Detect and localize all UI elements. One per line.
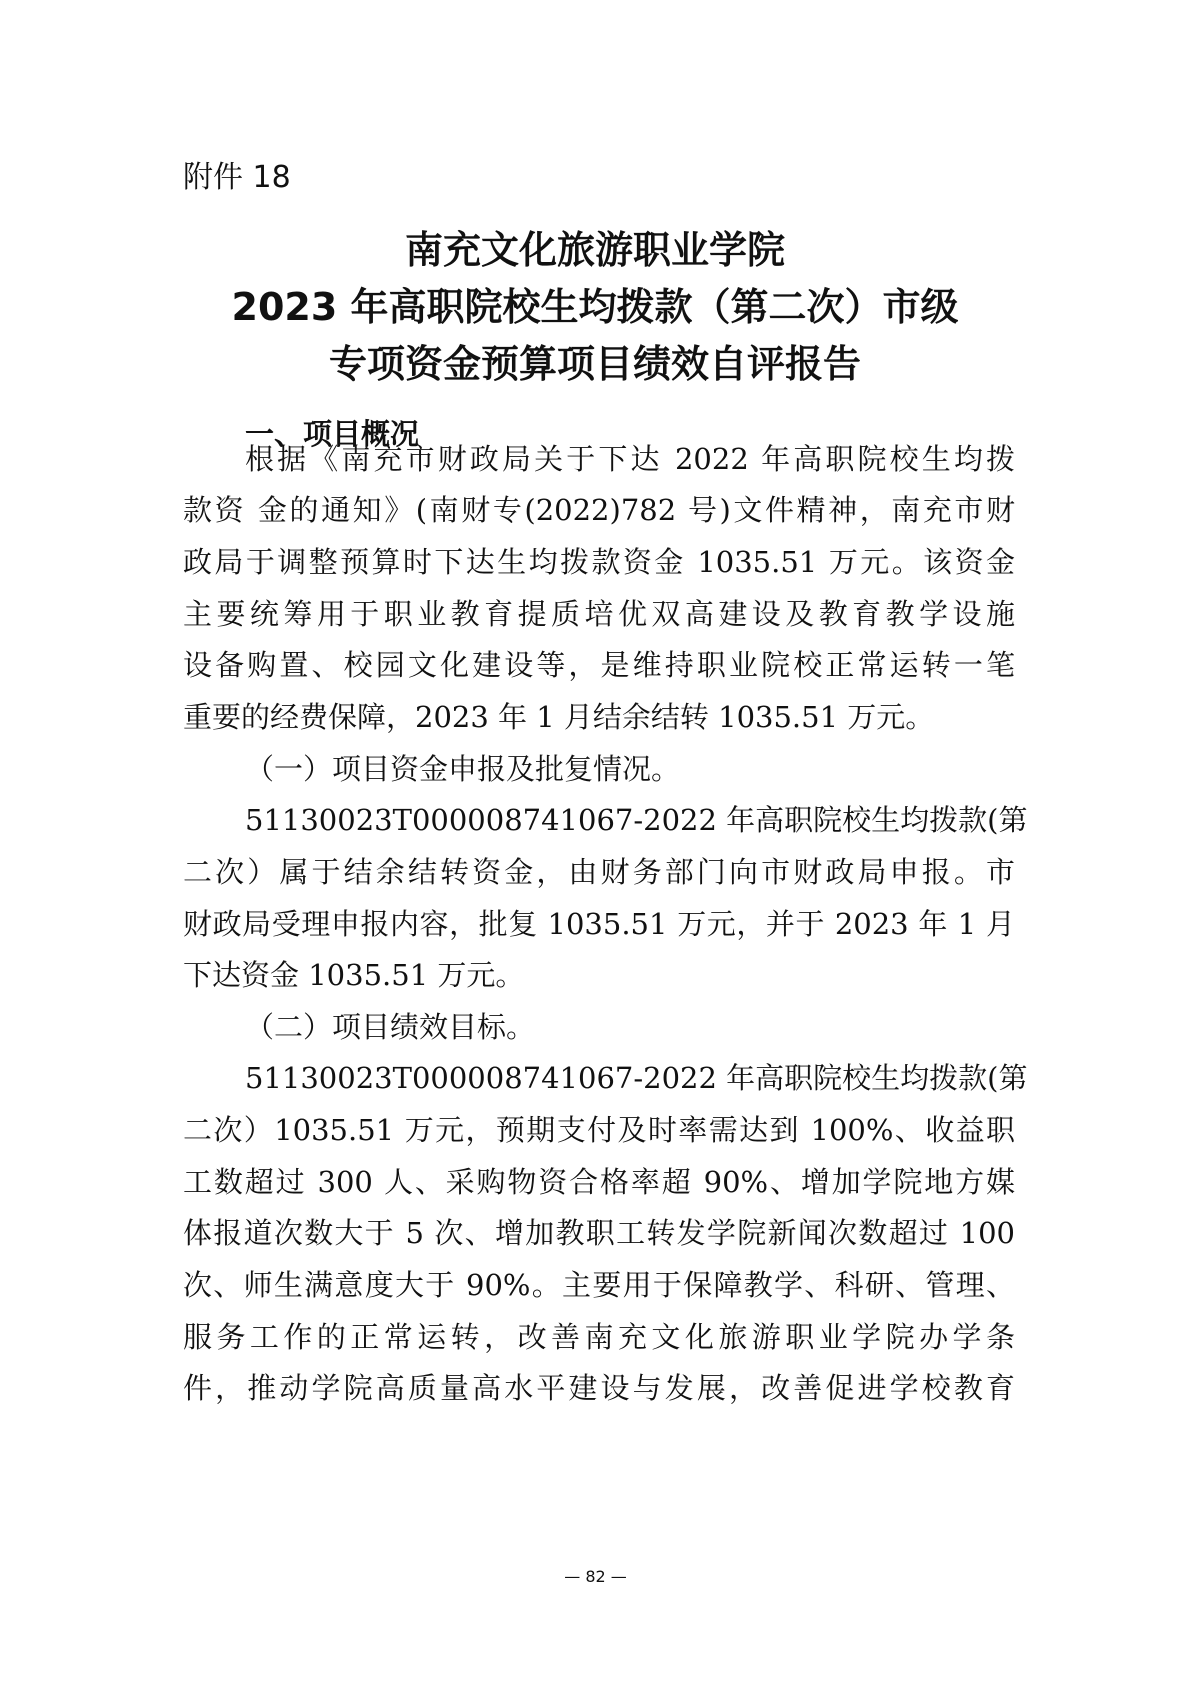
body-line: 工数超过 300 人、采购物资合格率超 90%、增加学院地方媒 (183, 1165, 1015, 1199)
title-line-1: 南充文化旅游职业学院 (404, 228, 785, 272)
body-line: 服务工作的正常运转，改善南充文化旅游职业学院办学条 (183, 1320, 1015, 1354)
title-line-3: 专项资金预算项目绩效自评报告 (328, 342, 861, 386)
body-line: 款资 金的通知》(南财专(2022)782 号)文件精神，南充市财 (183, 493, 1015, 527)
body-line: 二次）1035.51 万元，预期支付及时率需达到 100%、收益职 (183, 1113, 1015, 1147)
body-line: 下达资金 1035.51 万元。 (183, 958, 525, 992)
body-line: 51130023T000008741067-2022 年高职院校生均拨款(第 (245, 803, 1028, 837)
body-line: 二次）属于结余结转资金，由财务部门向市财政局申报。市 (183, 855, 1015, 889)
title-line-2: 2023 年高职院校生均拨款（第二次）市级 (231, 285, 959, 329)
body-line: 重要的经费保障，2023 年 1 月结余结转 1035.51 万元。 (183, 700, 935, 734)
body-line: 体报道次数大于 5 次、增加教职工转发学院新闻次数超过 100 (183, 1216, 1015, 1250)
body-line: 51130023T000008741067-2022 年高职院校生均拨款(第 (245, 1061, 1028, 1095)
page-number: — 82 — (564, 1567, 627, 1586)
body-line: 件，推动学院高质量高水平建设与发展，改善促进学校教育 (183, 1371, 1015, 1405)
subheading-funding-approval: （一）项目资金申报及批复情况。 (245, 752, 681, 786)
subheading-performance-goals: （二）项目绩效目标。 (245, 1010, 536, 1044)
body-line: 次、师生满意度大于 90%。主要用于保障教学、科研、管理、 (183, 1268, 1015, 1302)
body-line: 根据《南充市财政局关于下达 2022 年高职院校生均拨 (245, 442, 1015, 476)
body-line: 政局于调整预算时下达生均拨款资金 1035.51 万元。该资金 (183, 545, 1015, 579)
body-line: 设备购置、校园文化建设等，是维持职业院校正常运转一笔 (183, 648, 1015, 682)
document-title (150, 222, 1040, 393)
body-line: 主要统筹用于职业教育提质培优双高建设及教育教学设施 (183, 597, 1015, 631)
attachment-label: 附件 18 (183, 160, 291, 195)
section-heading-overview: 一、项目概况 (245, 417, 420, 451)
body-line: 财政局受理申报内容，批复 1035.51 万元，并于 2023 年 1 月 (183, 907, 1015, 941)
